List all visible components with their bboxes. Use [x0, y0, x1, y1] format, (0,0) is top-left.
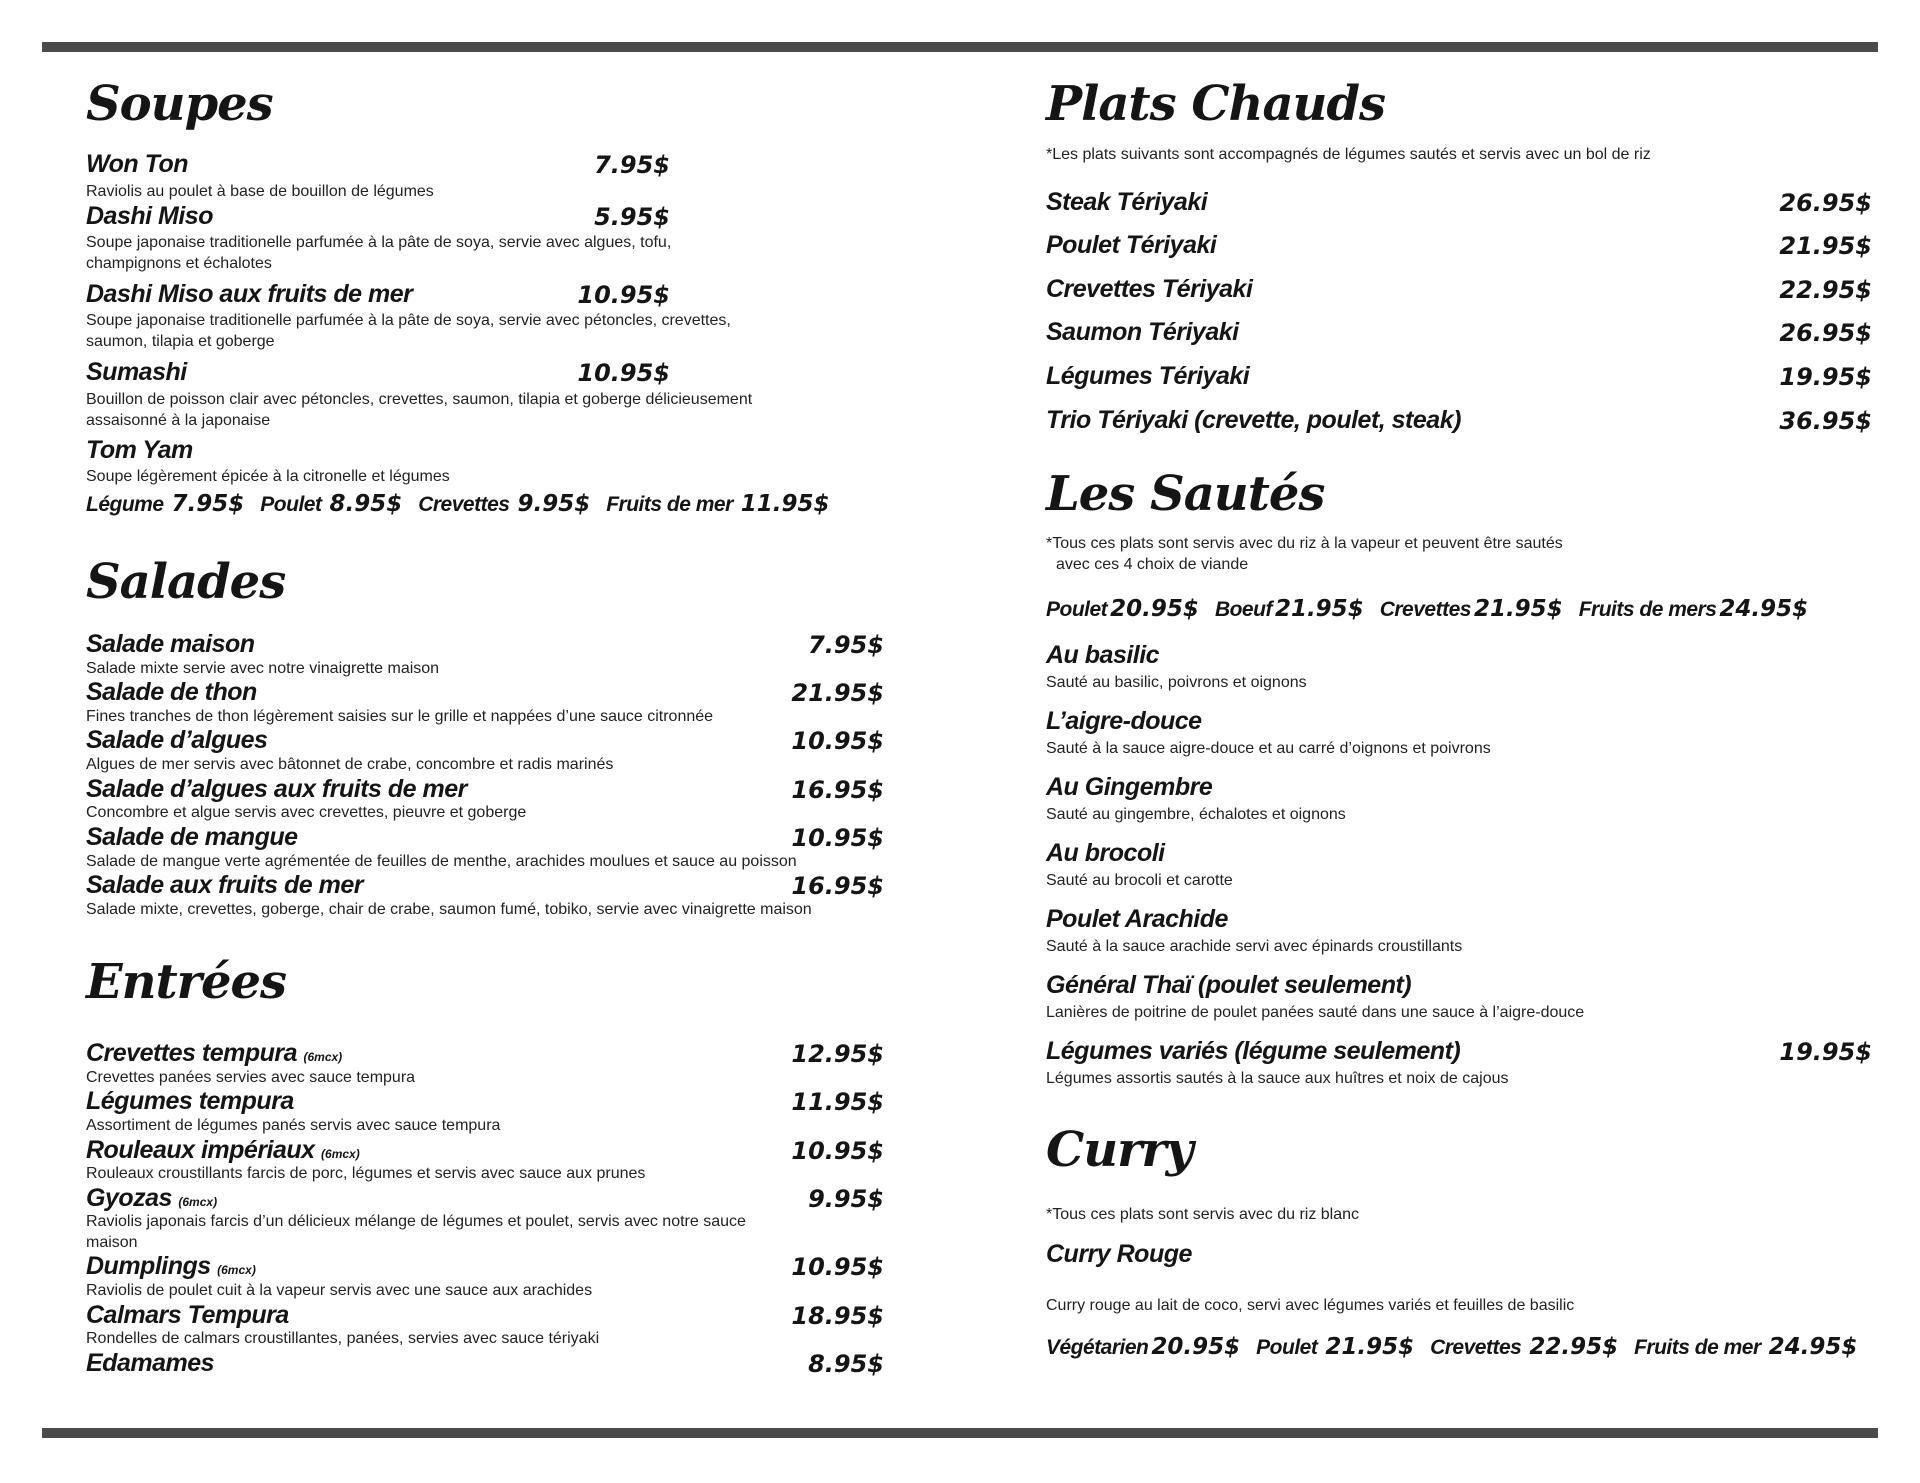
item-desc-won-ton: Raviolis au poulet à base de bouillon de légumes: [86, 183, 434, 200]
item-name-salade-thon: Salade de thon: [86, 678, 257, 706]
item-price-salade-algues-fruits-mer: 16.95$: [791, 776, 884, 804]
variant-price: 7.95$: [171, 491, 245, 517]
variant-label: Poulet: [260, 493, 322, 516]
item-name-crevettes-tempura: [86, 1041, 342, 1066]
variant-price: 8.95$: [329, 491, 403, 517]
variant-label: Végétarien: [1046, 1336, 1149, 1359]
sautes-note-line-2: avec ces 4 choix de viande: [1056, 556, 1249, 573]
item-name-text: Crevettes tempura: [86, 1039, 298, 1067]
item-price-won-ton: 7.95$: [594, 151, 670, 179]
variant-label: Fruits de mer: [1634, 1336, 1761, 1359]
variant-price: 20.95$: [1110, 596, 1199, 622]
item-price-sumashi: 10.95$: [577, 359, 670, 387]
item-name-aigre-douce: L’aigre-douce: [1046, 707, 1202, 735]
item-name-dumplings: [86, 1254, 256, 1279]
variant-label: Crevettes: [418, 493, 510, 516]
item-name-saumon-teriyaki: Saumon Tériyaki: [1046, 318, 1239, 346]
item-name-au-basilic: Au basilic: [1046, 641, 1160, 669]
item-name-text: Gyozas: [86, 1184, 172, 1212]
item-desc-salade-algues-fruits-mer: Concombre et algue servis avec crevettes, pieuvre et goberge: [86, 804, 527, 821]
item-price-legumes-teriyaki: 19.95$: [1779, 363, 1872, 391]
item-name-salade-maison: Salade maison: [86, 630, 255, 658]
item-price-legumes-tempura: 11.95$: [791, 1088, 884, 1116]
curry-variants: [1046, 1334, 1857, 1360]
item-price-gyozas: 9.95$: [808, 1185, 884, 1213]
variant-price: 9.95$: [517, 491, 591, 517]
item-name-au-gingembre: Au Gingembre: [1046, 773, 1213, 801]
item-desc-gyozas: Raviolis japonais farcis d’un délicieux mélange de légumes et poulet, servis avec notre sauce maison: [86, 1213, 746, 1251]
item-desc-dashi-miso-fruits-mer: Soupe japonaise traditionelle parfumée à la pâte de soya, servie avec pétoncles, crevettes, saumon, tilapia et goberge: [86, 312, 731, 350]
item-desc-au-gingembre: Sauté au gingembre, échalotes et oignons: [1046, 806, 1346, 823]
curry-note: *Tous ces plats sont servis avec du riz blanc: [1046, 1206, 1360, 1223]
item-desc-poulet-arachide: Sauté à la sauce arachide servi avec épinards croustillants: [1046, 938, 1463, 955]
item-price-salade-algues: 10.95$: [791, 727, 884, 755]
tom-yam-variants: [86, 491, 846, 517]
item-name-text: Rouleaux impériaux: [86, 1136, 315, 1164]
variant-label: Légume: [86, 493, 164, 516]
section-title-curry: Curry: [1046, 1122, 1193, 1178]
item-price-calmars-tempura: 18.95$: [791, 1302, 884, 1330]
section-title-sautes: Les Sautés: [1046, 466, 1325, 522]
item-name-dashi-miso: Dashi Miso: [86, 202, 213, 230]
item-name-salade-mangue: Salade de mangue: [86, 823, 298, 851]
item-desc-salade-algues: Algues de mer servis avec bâtonnet de crabe, concombre et radis marinés: [86, 756, 614, 773]
item-price-dashi-miso-fruits-mer: 10.95$: [577, 281, 670, 309]
item-name-salade-fruits-mer: Salade aux fruits de mer: [86, 871, 364, 899]
item-desc-rouleaux-imperiaux: Rouleaux croustillants farcis de porc, légumes et servis avec sauce aux prunes: [86, 1165, 646, 1182]
item-desc-legumes-varies: Légumes assortis sautés à la sauce aux huîtres et noix de cajous: [1046, 1070, 1509, 1087]
variant-price: 21.95$: [1473, 596, 1563, 622]
item-desc-salade-thon: Fines tranches de thon légèrement saisies sur le grille et nappées d’une sauce citronnée: [86, 708, 714, 725]
item-price-salade-thon: 21.95$: [791, 679, 884, 707]
portion-tag: (6mcx): [217, 1263, 256, 1277]
section-title-soupes: Soupes: [86, 76, 273, 132]
item-desc-calmars-tempura: Rondelles de calmars croustillantes, panées, servies avec sauce tériyaki: [86, 1330, 600, 1347]
item-desc-au-brocoli: Sauté au brocoli et carotte: [1046, 872, 1233, 889]
item-desc-salade-fruits-mer: Salade mixte, crevettes, goberge, chair de crabe, saumon fumé, tobiko, servie avec vinaigrette maison: [86, 901, 812, 918]
section-title-salades: Salades: [86, 554, 286, 610]
item-price-salade-mangue: 10.95$: [791, 824, 884, 852]
variant-price: 24.95$: [1719, 596, 1809, 622]
sautes-meat-variants: [1046, 596, 1824, 622]
variant-price: 20.95$: [1151, 1334, 1241, 1360]
item-price-saumon-teriyaki: 26.95$: [1779, 319, 1872, 347]
item-name-won-ton: Won Ton: [86, 150, 189, 178]
item-price-crevettes-tempura: 12.95$: [791, 1040, 884, 1068]
item-name-gyozas: [86, 1186, 217, 1211]
item-name-rouleaux-imperiaux: [86, 1138, 360, 1163]
item-desc-general-thai: Lanières de poitrine de poulet panées sauté dans une sauce à l’aigre-douce: [1046, 1004, 1585, 1021]
variant-price: 24.95$: [1768, 1334, 1858, 1360]
item-price-dashi-miso: 5.95$: [594, 203, 670, 231]
item-desc-au-basilic: Sauté au basilic, poivrons et oignons: [1046, 674, 1307, 691]
variant-label: Poulet: [1256, 1336, 1318, 1359]
item-price-salade-maison: 7.95$: [808, 631, 884, 659]
item-name-salade-algues-fruits-mer: Salade d’algues aux fruits de mer: [86, 775, 467, 803]
portion-tag: (6mcx): [321, 1147, 360, 1161]
item-name-legumes-tempura: Légumes tempura: [86, 1087, 294, 1115]
item-desc-aigre-douce: Sauté à la sauce aigre-douce et au carré d’oignons et poivrons: [1046, 740, 1491, 757]
item-name-crevettes-teriyaki: Crevettes Tériyaki: [1046, 275, 1253, 303]
item-name-legumes-varies: Légumes variés (légume seulement): [1046, 1037, 1461, 1065]
variant-label: Boeuf: [1214, 598, 1272, 621]
variant-label: Crevettes: [1379, 598, 1471, 621]
item-price-legumes-varies: 19.95$: [1779, 1038, 1872, 1066]
item-price-crevettes-teriyaki: 22.95$: [1779, 276, 1872, 304]
section-title-entrees: Entrées: [86, 954, 287, 1010]
item-name-edamames: Edamames: [86, 1349, 215, 1377]
variant-price: 21.95$: [1274, 596, 1364, 622]
item-desc-tom-yam: Soupe légèrement épicée à la citronelle et légumes: [86, 468, 450, 485]
item-desc-sumashi: Bouillon de poisson clair avec pétoncles, crevettes, saumon, tilapia et goberge délicieusement assaisonné à la japonaise: [86, 391, 753, 429]
item-name-poulet-teriyaki: Poulet Tériyaki: [1046, 231, 1217, 259]
variant-label: Crevettes: [1430, 1336, 1522, 1359]
item-name-steak-teriyaki: Steak Tériyaki: [1046, 188, 1208, 216]
variant-price: 22.95$: [1529, 1334, 1619, 1360]
item-price-edamames: 8.95$: [808, 1350, 884, 1378]
item-price-poulet-teriyaki: 21.95$: [1779, 232, 1872, 260]
item-name-au-brocoli: Au brocoli: [1046, 839, 1165, 867]
item-name-calmars-tempura: Calmars Tempura: [86, 1301, 289, 1329]
variant-price: 21.95$: [1325, 1334, 1415, 1360]
item-name-poulet-arachide: Poulet Arachide: [1046, 905, 1228, 933]
portion-tag: (6mcx): [303, 1050, 343, 1064]
item-name-text: Dumplings: [86, 1252, 211, 1280]
item-name-dashi-miso-fruits-mer: Dashi Miso aux fruits de mer: [86, 280, 413, 308]
item-name-salade-algues: Salade d’algues: [86, 726, 268, 754]
item-desc-legumes-tempura: Assortiment de légumes panés servis avec sauce tempura: [86, 1117, 501, 1134]
item-name-trio-teriyaki: Trio Tériyaki (crevette, poulet, steak): [1046, 406, 1461, 434]
variant-label: Poulet: [1046, 598, 1108, 621]
item-name-sumashi: Sumashi: [86, 358, 187, 386]
sautes-note-line-1: *Tous ces plats sont servis avec du riz à la vapeur et peuvent être sautés: [1046, 535, 1563, 552]
top-divider-bar: [42, 42, 1878, 52]
item-name-general-thai: Général Thaï (poulet seulement): [1046, 971, 1412, 999]
item-price-dumplings: 10.95$: [791, 1253, 884, 1281]
item-desc-salade-mangue: Salade de mangue verte agrémentée de feuilles de menthe, arachides moulues et sauce au poisson: [86, 853, 797, 870]
item-desc-salade-maison: Salade mixte servie avec notre vinaigrette maison: [86, 660, 440, 677]
variant-label: Fruits de mers: [1578, 598, 1717, 621]
item-desc-crevettes-tempura: Crevettes panées servies avec sauce tempura: [86, 1069, 416, 1086]
item-price-salade-fruits-mer: 16.95$: [791, 872, 884, 900]
item-desc-dashi-miso: Soupe japonaise traditionelle parfumée à la pâte de soya, servie avec algues, tofu, champignons et échalotes: [86, 234, 672, 272]
item-price-rouleaux-imperiaux: 10.95$: [791, 1137, 884, 1165]
item-desc-curry-rouge: Curry rouge au lait de coco, servi avec légumes variés et feuilles de basilic: [1046, 1297, 1575, 1314]
plats-chauds-note: *Les plats suivants sont accompagnés de légumes sautés et servis avec un bol de riz: [1046, 146, 1651, 163]
item-name-tom-yam: Tom Yam: [86, 436, 193, 464]
variant-label: Fruits de mer: [606, 493, 733, 516]
portion-tag: (6mcx): [178, 1195, 218, 1209]
variant-price: 11.95$: [740, 491, 830, 517]
section-title-plats-chauds: Plats Chauds: [1046, 76, 1386, 132]
item-price-steak-teriyaki: 26.95$: [1779, 189, 1872, 217]
item-price-trio-teriyaki: 36.95$: [1779, 407, 1872, 435]
item-name-legumes-teriyaki: Légumes Tériyaki: [1046, 362, 1250, 390]
bottom-divider-bar: [42, 1428, 1878, 1438]
item-desc-dumplings: Raviolis de poulet cuit à la vapeur servis avec une sauce aux arachides: [86, 1282, 593, 1299]
item-name-curry-rouge: Curry Rouge: [1046, 1240, 1192, 1268]
